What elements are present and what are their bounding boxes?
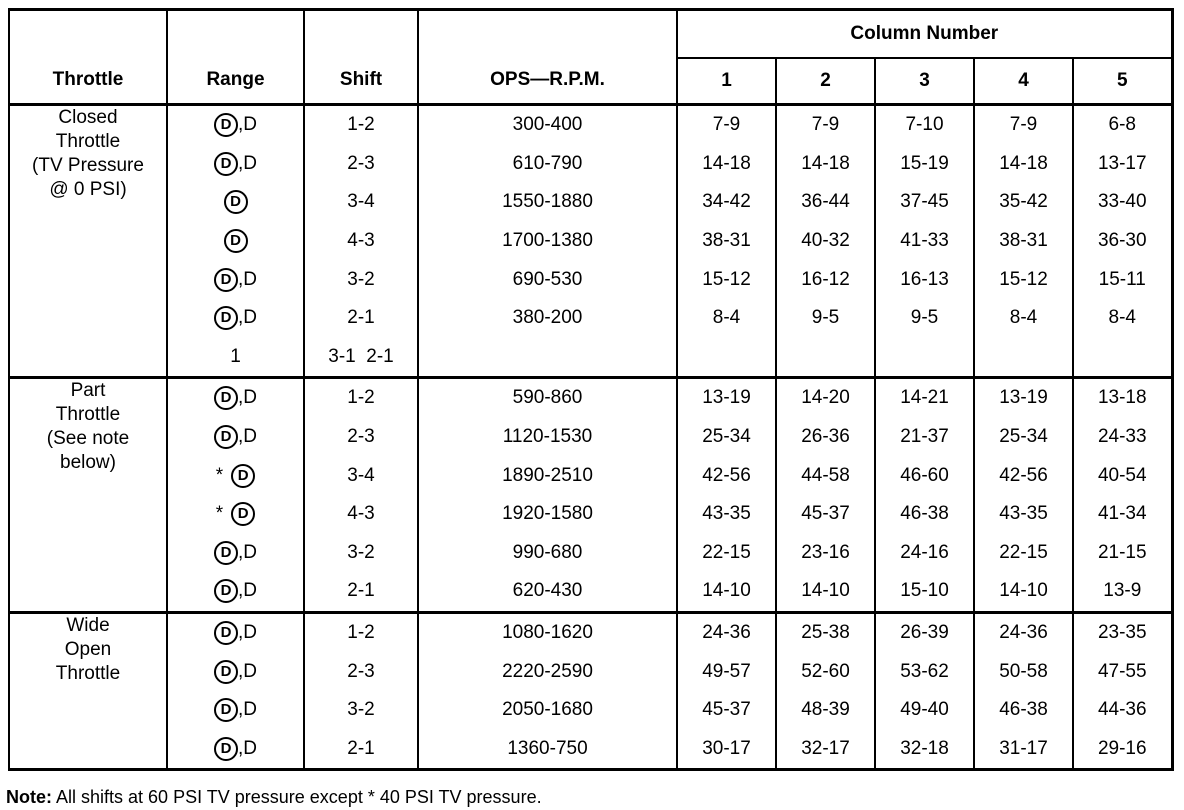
- circled-d-icon: D: [214, 425, 238, 449]
- column-4-cell: 14-18: [974, 145, 1073, 184]
- table-row: [9, 260, 1172, 299]
- column-3-cell: 49-40: [875, 691, 974, 730]
- shift-cell: 3-2: [304, 260, 418, 299]
- ops-rpm-cell: 620-430: [418, 572, 677, 612]
- header-column-3: 3: [875, 58, 974, 105]
- throttle-label-line: (TV Pressure: [32, 155, 144, 176]
- column-4-cell: [974, 338, 1073, 378]
- table-row: [9, 730, 1172, 770]
- range-suffix: ,D: [238, 152, 257, 174]
- circled-d-icon: D: [214, 698, 238, 722]
- range-text: 1: [230, 345, 241, 367]
- column-2-cell: 36-44: [776, 183, 875, 222]
- shift-cell: 3-2: [304, 691, 418, 730]
- table-row: [9, 378, 1172, 418]
- range-cell: [167, 299, 304, 338]
- column-5-cell: 8-4: [1073, 299, 1172, 338]
- column-4-cell: 8-4: [974, 299, 1073, 338]
- throttle-label-line: Part: [70, 380, 106, 402]
- column-3-cell: 9-5: [875, 299, 974, 338]
- range-cell: [167, 378, 304, 418]
- column-2-cell: 52-60: [776, 652, 875, 691]
- range-cell: [167, 612, 304, 652]
- header-column-number: Column Number: [677, 10, 1172, 59]
- column-5-cell: 44-36: [1073, 691, 1172, 730]
- column-2-cell: 14-20: [776, 378, 875, 418]
- column-2-cell: 14-10: [776, 572, 875, 612]
- circled-d-icon: D: [214, 113, 238, 137]
- header-column-2: 2: [776, 58, 875, 105]
- range-cell: [167, 338, 304, 378]
- column-2-cell: 16-12: [776, 260, 875, 299]
- column-2-cell: 44-58: [776, 456, 875, 495]
- column-4-cell: 43-35: [974, 495, 1073, 534]
- range-suffix: ,D: [238, 387, 257, 409]
- column-2-cell: 14-18: [776, 145, 875, 184]
- throttle-label-line: Throttle: [55, 662, 121, 684]
- ops-rpm-cell: 2220-2590: [418, 652, 677, 691]
- column-2-cell: 48-39: [776, 691, 875, 730]
- shift-cell: 2-3: [304, 418, 418, 457]
- range-suffix: ,D: [238, 268, 257, 290]
- range-suffix: ,D: [238, 114, 257, 136]
- column-1-cell: 25-34: [677, 418, 776, 457]
- circled-d-icon: D: [214, 268, 238, 292]
- ops-rpm-cell: 610-790: [418, 145, 677, 184]
- range-suffix: ,D: [238, 541, 257, 563]
- note-text: All shifts at 60 PSI TV pressure except * 40 PSI TV pressure.: [56, 787, 542, 807]
- range-suffix: ,D: [238, 426, 257, 448]
- column-4-cell: 35-42: [974, 183, 1073, 222]
- column-4-cell: 38-31: [974, 222, 1073, 261]
- range-cell: [167, 418, 304, 457]
- asterisk-marker: *: [215, 503, 224, 525]
- throttle-label-line: below): [60, 452, 116, 474]
- column-1-cell: 14-10: [677, 572, 776, 612]
- range-suffix: ,D: [238, 622, 257, 644]
- column-5-cell: [1073, 338, 1172, 378]
- table-row: [9, 145, 1172, 184]
- header-throttle: Throttle: [9, 10, 167, 105]
- range-suffix: ,D: [238, 307, 257, 329]
- column-5-cell: 23-35: [1073, 612, 1172, 652]
- range-cell: [167, 730, 304, 770]
- column-1-cell: 13-19: [677, 378, 776, 418]
- column-4-cell: 25-34: [974, 418, 1073, 457]
- circled-d-icon: D: [214, 541, 238, 565]
- table-row: [9, 456, 1172, 495]
- ops-rpm-cell: 1550-1880: [418, 183, 677, 222]
- column-1-cell: 15-12: [677, 260, 776, 299]
- column-5-cell: 29-16: [1073, 730, 1172, 770]
- shift-cell: 2-3: [304, 145, 418, 184]
- header-column-1: 1: [677, 58, 776, 105]
- circled-d-icon: D: [214, 579, 238, 603]
- table-row: [9, 534, 1172, 573]
- range-cell: [167, 691, 304, 730]
- circled-d-icon: D: [214, 386, 238, 410]
- column-1-cell: 7-9: [677, 105, 776, 145]
- column-5-cell: 13-9: [1073, 572, 1172, 612]
- ops-rpm-cell: 1360-750: [418, 730, 677, 770]
- throttle-label-line: Wide: [66, 614, 110, 636]
- header-column-4: 4: [974, 58, 1073, 105]
- column-3-cell: 32-18: [875, 730, 974, 770]
- column-3-cell: 37-45: [875, 183, 974, 222]
- range-cell: [167, 222, 304, 261]
- range-suffix: ,D: [238, 580, 257, 602]
- header-column-5: 5: [1073, 58, 1172, 105]
- throttle-label-line: Open: [64, 638, 112, 660]
- circled-d-icon: D: [231, 502, 255, 526]
- ops-rpm-cell: [418, 338, 677, 378]
- table-row: [9, 572, 1172, 612]
- column-5-cell: 13-17: [1073, 145, 1172, 184]
- column-5-cell: 33-40: [1073, 183, 1172, 222]
- column-3-cell: 14-21: [875, 378, 974, 418]
- circled-d-icon: D: [214, 152, 238, 176]
- shift-speed-table: [8, 8, 1174, 771]
- table-row: [9, 299, 1172, 338]
- throttle-label-line: @ 0 PSI): [49, 179, 127, 200]
- asterisk-marker: *: [215, 464, 224, 486]
- column-1-cell: 30-17: [677, 730, 776, 770]
- table-row: [9, 652, 1172, 691]
- range-cell: [167, 105, 304, 145]
- column-1-cell: 38-31: [677, 222, 776, 261]
- ops-rpm-cell: 1120-1530: [418, 418, 677, 457]
- header-shift: Shift: [304, 10, 418, 105]
- column-3-cell: 15-19: [875, 145, 974, 184]
- column-5-cell: 13-18: [1073, 378, 1172, 418]
- shift-cell: 3-4: [304, 456, 418, 495]
- column-5-cell: 21-15: [1073, 534, 1172, 573]
- shift-cell: 2-1: [304, 572, 418, 612]
- column-5-cell: 41-34: [1073, 495, 1172, 534]
- column-3-cell: [875, 338, 974, 378]
- header-ops-rpm: OPS—R.P.M.: [418, 10, 677, 105]
- circled-d-icon: D: [214, 737, 238, 761]
- column-3-cell: 53-62: [875, 652, 974, 691]
- column-2-cell: 7-9: [776, 105, 875, 145]
- column-4-cell: 42-56: [974, 456, 1073, 495]
- column-4-cell: 31-17: [974, 730, 1073, 770]
- column-1-cell: 14-18: [677, 145, 776, 184]
- range-cell: [167, 260, 304, 299]
- column-3-cell: 16-13: [875, 260, 974, 299]
- table-row: [9, 183, 1172, 222]
- table-row: [9, 338, 1172, 378]
- shift-cell: 3-2: [304, 534, 418, 573]
- table-row: [9, 691, 1172, 730]
- shift-cell: 1-2: [304, 612, 418, 652]
- column-3-cell: 24-16: [875, 534, 974, 573]
- throttle-label-line: Throttle: [55, 404, 121, 426]
- note-label: Note:: [6, 787, 52, 807]
- shift-cell: 1-2: [304, 378, 418, 418]
- column-4-cell: 14-10: [974, 572, 1073, 612]
- column-5-cell: 15-11: [1073, 260, 1172, 299]
- circled-d-icon: D: [231, 464, 255, 488]
- column-1-cell: 8-4: [677, 299, 776, 338]
- range-suffix: ,D: [238, 660, 257, 682]
- column-1-cell: 43-35: [677, 495, 776, 534]
- shift-cell: 4-3: [304, 495, 418, 534]
- column-3-cell: 21-37: [875, 418, 974, 457]
- table-row: [9, 495, 1172, 534]
- column-1-cell: 45-37: [677, 691, 776, 730]
- column-2-cell: 32-17: [776, 730, 875, 770]
- column-5-cell: 40-54: [1073, 456, 1172, 495]
- range-cell: [167, 456, 304, 495]
- circled-d-icon: D: [224, 190, 248, 214]
- circled-d-icon: D: [214, 306, 238, 330]
- throttle-label-line: (See note: [46, 428, 130, 450]
- column-1-cell: 34-42: [677, 183, 776, 222]
- circled-d-icon: D: [214, 660, 238, 684]
- ops-rpm-cell: 1080-1620: [418, 612, 677, 652]
- ops-rpm-cell: 590-860: [418, 378, 677, 418]
- column-5-cell: 24-33: [1073, 418, 1172, 457]
- throttle-label-line: Throttle: [55, 131, 121, 152]
- column-1-cell: 22-15: [677, 534, 776, 573]
- ops-rpm-cell: 690-530: [418, 260, 677, 299]
- column-3-cell: 46-60: [875, 456, 974, 495]
- column-4-cell: 22-15: [974, 534, 1073, 573]
- footnote: [6, 787, 542, 808]
- throttle-condition-cell: [9, 612, 167, 769]
- column-3-cell: 7-10: [875, 105, 974, 145]
- table-body: [9, 105, 1172, 770]
- circled-d-icon: D: [224, 229, 248, 253]
- ops-rpm-cell: 1890-2510: [418, 456, 677, 495]
- column-2-cell: 25-38: [776, 612, 875, 652]
- column-2-cell: 45-37: [776, 495, 875, 534]
- column-2-cell: 26-36: [776, 418, 875, 457]
- shift-cell: 3-4: [304, 183, 418, 222]
- ops-rpm-cell: 1700-1380: [418, 222, 677, 261]
- column-5-cell: 47-55: [1073, 652, 1172, 691]
- table-row: [9, 222, 1172, 261]
- range-cell: [167, 495, 304, 534]
- column-2-cell: [776, 338, 875, 378]
- column-4-cell: 7-9: [974, 105, 1073, 145]
- range-cell: [167, 145, 304, 184]
- column-4-cell: 15-12: [974, 260, 1073, 299]
- shift-cell: 3-1 2-1: [304, 338, 418, 378]
- ops-rpm-cell: 1920-1580: [418, 495, 677, 534]
- table-row: [9, 418, 1172, 457]
- column-3-cell: 46-38: [875, 495, 974, 534]
- column-2-cell: 23-16: [776, 534, 875, 573]
- header-range: Range: [167, 10, 304, 105]
- throttle-condition-cell: [9, 105, 167, 378]
- column-2-cell: 40-32: [776, 222, 875, 261]
- column-4-cell: 24-36: [974, 612, 1073, 652]
- column-2-cell: 9-5: [776, 299, 875, 338]
- shift-cell: 2-3: [304, 652, 418, 691]
- ops-rpm-cell: 990-680: [418, 534, 677, 573]
- column-3-cell: 41-33: [875, 222, 974, 261]
- shift-cell: 4-3: [304, 222, 418, 261]
- shift-cell: 1-2: [304, 105, 418, 145]
- range-cell: [167, 572, 304, 612]
- shift-cell: 2-1: [304, 299, 418, 338]
- column-4-cell: 50-58: [974, 652, 1073, 691]
- throttle-label-line: Closed: [58, 107, 118, 128]
- column-1-cell: [677, 338, 776, 378]
- shift-cell: 2-1: [304, 730, 418, 770]
- column-1-cell: 24-36: [677, 612, 776, 652]
- circled-d-icon: D: [214, 621, 238, 645]
- range-cell: [167, 183, 304, 222]
- column-3-cell: 15-10: [875, 572, 974, 612]
- column-1-cell: 42-56: [677, 456, 776, 495]
- throttle-condition-cell: [9, 378, 167, 613]
- column-4-cell: 46-38: [974, 691, 1073, 730]
- ops-rpm-cell: 300-400: [418, 105, 677, 145]
- ops-rpm-cell: 2050-1680: [418, 691, 677, 730]
- column-5-cell: 6-8: [1073, 105, 1172, 145]
- column-3-cell: 26-39: [875, 612, 974, 652]
- column-5-cell: 36-30: [1073, 222, 1172, 261]
- column-1-cell: 49-57: [677, 652, 776, 691]
- table-row: [9, 612, 1172, 652]
- column-4-cell: 13-19: [974, 378, 1073, 418]
- range-cell: [167, 534, 304, 573]
- range-cell: [167, 652, 304, 691]
- range-suffix: ,D: [238, 737, 257, 759]
- range-suffix: ,D: [238, 699, 257, 721]
- table-row: [9, 105, 1172, 145]
- ops-rpm-cell: 380-200: [418, 299, 677, 338]
